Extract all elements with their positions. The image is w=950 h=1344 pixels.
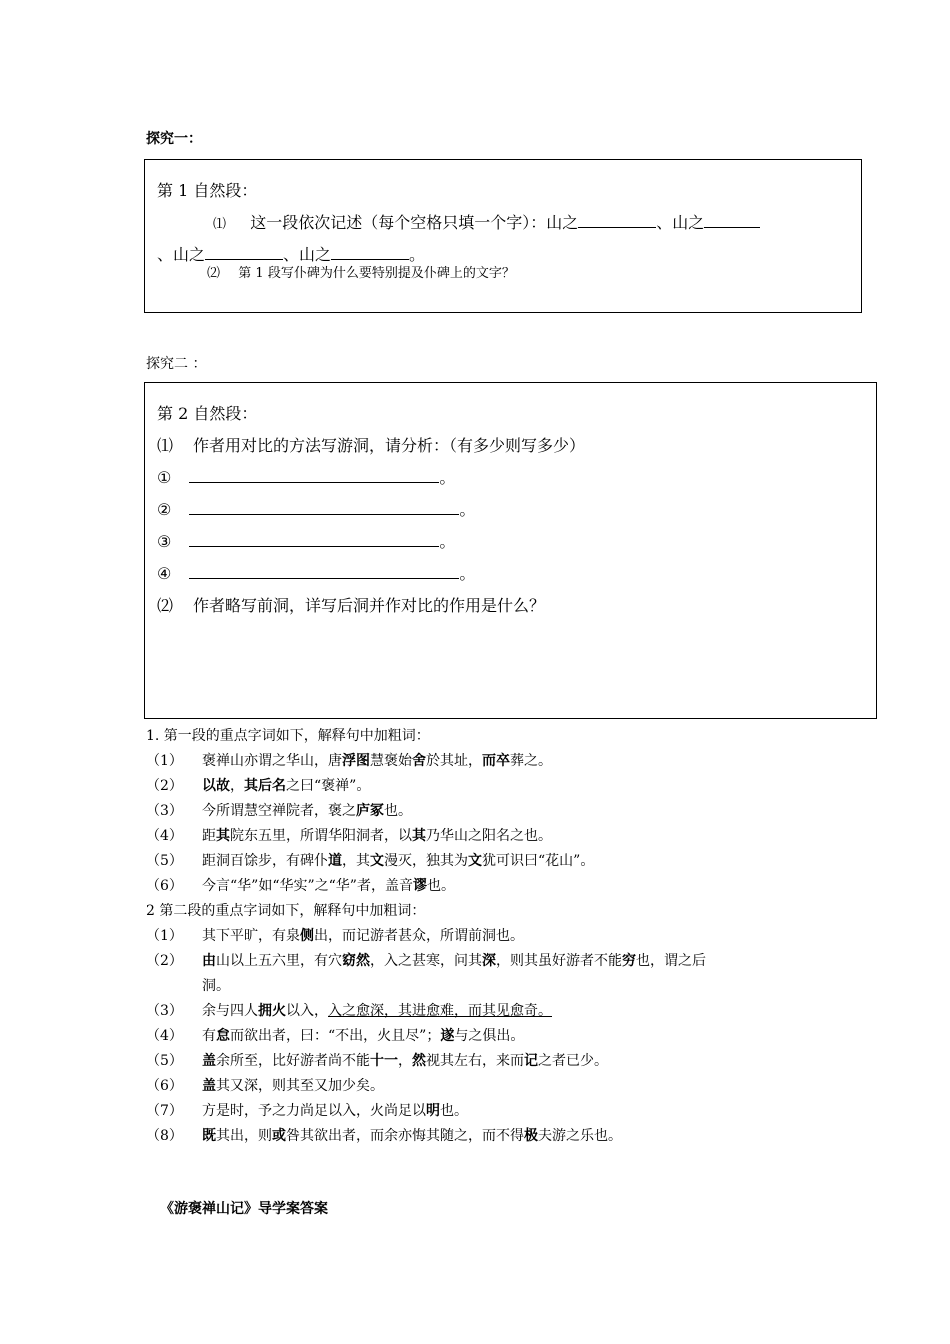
bold-word: 文 bbox=[370, 853, 384, 869]
q1-sep1: 、山之 bbox=[656, 213, 705, 232]
vocab-row bbox=[146, 825, 552, 845]
plain-text: ， bbox=[398, 1053, 412, 1069]
s2-q2-number: ⑵ bbox=[157, 596, 174, 615]
bold-word: 极 bbox=[524, 1128, 538, 1144]
plain-text: 犹可识曰“花山”。 bbox=[482, 853, 595, 869]
vocab-row bbox=[146, 1075, 384, 1095]
row-text bbox=[202, 850, 594, 870]
row-text bbox=[202, 800, 412, 820]
item-end: 。 bbox=[439, 532, 456, 551]
row-text bbox=[202, 1075, 384, 1095]
row-continuation: 洞。 bbox=[202, 978, 230, 994]
q1-sep3: 、山之 bbox=[283, 245, 332, 264]
item-mark: ① bbox=[157, 468, 172, 487]
item-end: 。 bbox=[459, 500, 476, 519]
bold-word: 拥火 bbox=[258, 1003, 286, 1019]
vocab-row bbox=[146, 1100, 468, 1120]
blank-3[interactable] bbox=[205, 245, 283, 260]
answer-blank-1[interactable] bbox=[189, 468, 439, 483]
plain-text: 今所谓慧空禅院者，褒之 bbox=[202, 803, 356, 819]
item-mark: ④ bbox=[157, 564, 172, 583]
row-text bbox=[202, 1125, 622, 1145]
answer-blank-4[interactable] bbox=[189, 564, 459, 579]
vocab-row bbox=[146, 750, 552, 770]
row-number: （1） bbox=[146, 753, 183, 769]
row-number: （5） bbox=[146, 853, 183, 869]
bold-word: 十一 bbox=[370, 1053, 398, 1069]
plain-text: 夫游之乐也。 bbox=[538, 1128, 622, 1144]
row-number: （7） bbox=[146, 1103, 183, 1119]
plain-text: 有 bbox=[202, 1028, 216, 1044]
bold-word: 既 bbox=[202, 1128, 216, 1144]
bold-word: 遂 bbox=[440, 1028, 455, 1044]
row-text bbox=[202, 750, 552, 770]
q1-number: ⑴ bbox=[213, 217, 227, 232]
row-number: （5） bbox=[146, 1053, 183, 1069]
plain-text: 与之俱出。 bbox=[454, 1028, 525, 1044]
row-text bbox=[202, 1025, 524, 1045]
plain-text: 漫灭，独其为 bbox=[384, 853, 468, 869]
plain-text: 其下平旷，有泉 bbox=[202, 928, 300, 944]
plain-text: 乃华山之阳名之也。 bbox=[426, 828, 552, 844]
row-number: （4） bbox=[146, 1028, 183, 1044]
bold-word: 由 bbox=[202, 953, 216, 969]
para2-label: 第 2 自然段： bbox=[157, 404, 258, 423]
q2-number: ⑵ bbox=[207, 266, 221, 281]
bold-word: 侧 bbox=[300, 928, 314, 944]
bold-word: 而卒 bbox=[482, 753, 510, 769]
plain-text: 也。 bbox=[426, 878, 455, 894]
s2-question1 bbox=[157, 433, 585, 456]
vocab-row bbox=[146, 1025, 524, 1045]
plain-text: 其又深，则其至又加少矣。 bbox=[216, 1078, 384, 1094]
bold-word: 然 bbox=[412, 1053, 426, 1069]
row-number: （2） bbox=[146, 953, 183, 969]
plain-text: ， bbox=[230, 778, 244, 794]
q1-line2-start: 、山之 bbox=[157, 245, 206, 264]
plain-text: 之者已少。 bbox=[538, 1053, 608, 1069]
bold-word: 庐冢 bbox=[356, 803, 384, 819]
row-number: （1） bbox=[146, 928, 183, 944]
plain-text: 也，谓之后 bbox=[636, 953, 706, 969]
bold-word: 其后名 bbox=[244, 778, 286, 794]
section1-heading: 探究一： bbox=[146, 131, 202, 147]
plain-text: 葬之。 bbox=[510, 753, 552, 769]
row-text bbox=[202, 1100, 468, 1120]
bold-word: 窈然 bbox=[342, 953, 370, 969]
plain-text: 山以上五六里，有穴 bbox=[216, 953, 342, 969]
bold-word: 以故 bbox=[202, 778, 230, 794]
answer-blank-3[interactable] bbox=[189, 532, 439, 547]
bold-word: 道 bbox=[328, 853, 342, 869]
section2-box bbox=[144, 382, 877, 719]
plain-text: 之曰“褒禅”。 bbox=[286, 778, 371, 794]
bold-word: 明 bbox=[426, 1103, 440, 1119]
row-text bbox=[202, 825, 552, 845]
section1-box bbox=[144, 159, 862, 313]
bold-word: 其 bbox=[412, 828, 426, 844]
plain-text: 院东五里，所谓华阳洞者，以 bbox=[230, 828, 412, 844]
bold-word: 怠 bbox=[216, 1028, 230, 1044]
para1-label: 第 1 自然段： bbox=[157, 181, 258, 200]
row-text bbox=[202, 875, 455, 895]
vocab-row bbox=[146, 850, 594, 870]
plain-text: 距洞百馀步，有碑仆 bbox=[202, 853, 328, 869]
vocab-row bbox=[146, 875, 455, 895]
vocab-row bbox=[146, 800, 412, 820]
answer-line-2 bbox=[157, 497, 475, 520]
q1-end: 。 bbox=[409, 245, 426, 264]
bold-word: 穷 bbox=[622, 953, 636, 969]
plain-text: 於其址， bbox=[426, 753, 482, 769]
row-text bbox=[202, 1000, 552, 1020]
plain-text: 距 bbox=[202, 828, 216, 844]
row-number: （3） bbox=[146, 803, 183, 819]
q2-text: 第 1 段写仆碑为什么要特别提及仆碑上的文字？ bbox=[238, 266, 515, 281]
row-number: （2） bbox=[146, 778, 183, 794]
row-number: （8） bbox=[146, 1128, 183, 1144]
plain-text: 也。 bbox=[440, 1103, 468, 1119]
vocab-row bbox=[146, 1050, 608, 1070]
answer-title: 《游褒禅山记》导学案答案 bbox=[160, 1201, 328, 1217]
plain-text: 今言“华”如“华实”之“华”者，盖音 bbox=[202, 878, 413, 894]
row-text bbox=[202, 925, 524, 945]
answer-blank-2[interactable] bbox=[189, 500, 459, 515]
bold-word: 或 bbox=[272, 1128, 286, 1144]
plain-text: 褒禅山亦谓之华山，唐 bbox=[202, 753, 342, 769]
vocab-row bbox=[146, 775, 370, 795]
bold-word: 盖 bbox=[202, 1053, 216, 1069]
question1-line1 bbox=[213, 210, 760, 233]
bold-word: 文 bbox=[468, 853, 482, 869]
plain-text: 视其左右，来而 bbox=[426, 1053, 524, 1069]
plain-text: 余所至，比好游者尚不能 bbox=[216, 1053, 370, 1069]
s2-q1-number: ⑴ bbox=[157, 436, 174, 455]
plain-text: 其出，则 bbox=[216, 1128, 272, 1144]
blank-4[interactable] bbox=[331, 245, 409, 260]
plain-text: 余与四人 bbox=[202, 1003, 258, 1019]
plain-text: 出，而记游者甚众，所谓前洞也。 bbox=[314, 928, 524, 944]
bold-word: 舍 bbox=[412, 753, 426, 769]
answer-line-3 bbox=[157, 529, 455, 552]
s2-q2-text: 作者略写前洞，详写后洞并作对比的作用是什么？ bbox=[193, 596, 546, 615]
answer-line-4 bbox=[157, 561, 475, 584]
plain-text: 以入， bbox=[286, 1003, 328, 1019]
bold-word: 盖 bbox=[202, 1078, 216, 1094]
item-mark: ② bbox=[157, 500, 172, 519]
plain-text: 方是时，予之力尚足以入，火尚足以 bbox=[202, 1103, 426, 1119]
vocab2-title: 2 第二段的重点字词如下，解释句中加粗词： bbox=[146, 903, 426, 919]
plain-text: 咎其欲出者，而余亦悔其随之，而不得 bbox=[286, 1128, 524, 1144]
item-end: 。 bbox=[439, 468, 456, 487]
row-number: （6） bbox=[146, 1078, 183, 1094]
bold-word: 记 bbox=[524, 1053, 538, 1069]
plain-text: 也。 bbox=[384, 803, 412, 819]
vocab-row bbox=[146, 1125, 622, 1145]
plain-text: ，则其虽好游者不能 bbox=[496, 953, 622, 969]
vocab1-title: 1. 第一段的重点字词如下，解释句中加粗词： bbox=[146, 728, 430, 744]
bold-word: 谬 bbox=[412, 878, 427, 894]
plain-text: ，其 bbox=[342, 853, 370, 869]
item-mark: ③ bbox=[157, 532, 172, 551]
vocab-row bbox=[146, 950, 706, 970]
question2 bbox=[207, 262, 515, 281]
s2-q1-text: 作者用对比的方法写游洞，请分析：（有多少则写多少） bbox=[193, 436, 586, 455]
blank-2[interactable] bbox=[704, 213, 760, 228]
vocab-row bbox=[146, 1000, 552, 1020]
row-text bbox=[202, 775, 370, 795]
answer-line-1 bbox=[157, 465, 455, 488]
item-end: 。 bbox=[459, 564, 476, 583]
row-text bbox=[202, 1050, 608, 1070]
vocab-row bbox=[146, 925, 524, 945]
section2-heading: 探究二 ： bbox=[146, 356, 207, 372]
q1-text: 这一段依次记述（每个空格只填一个字）：山之 bbox=[250, 213, 579, 232]
bold-word: 其 bbox=[216, 828, 230, 844]
row-number: （3） bbox=[146, 1003, 183, 1019]
plain-text: 慧褒始 bbox=[370, 753, 412, 769]
row-number: （6） bbox=[146, 878, 183, 894]
plain-text: ，入之甚寒，问其 bbox=[370, 953, 482, 969]
blank-1[interactable] bbox=[578, 213, 656, 228]
s2-question2 bbox=[157, 593, 545, 616]
underlined-text: 入之愈深，其进愈难，而其见愈奇。 bbox=[328, 1003, 552, 1019]
plain-text: 而欲出者，曰：“不出，火且尽”； bbox=[230, 1028, 441, 1044]
row-text bbox=[202, 950, 706, 970]
bold-word: 浮图 bbox=[342, 753, 370, 769]
bold-word: 深 bbox=[482, 953, 496, 969]
row-number: （4） bbox=[146, 828, 183, 844]
